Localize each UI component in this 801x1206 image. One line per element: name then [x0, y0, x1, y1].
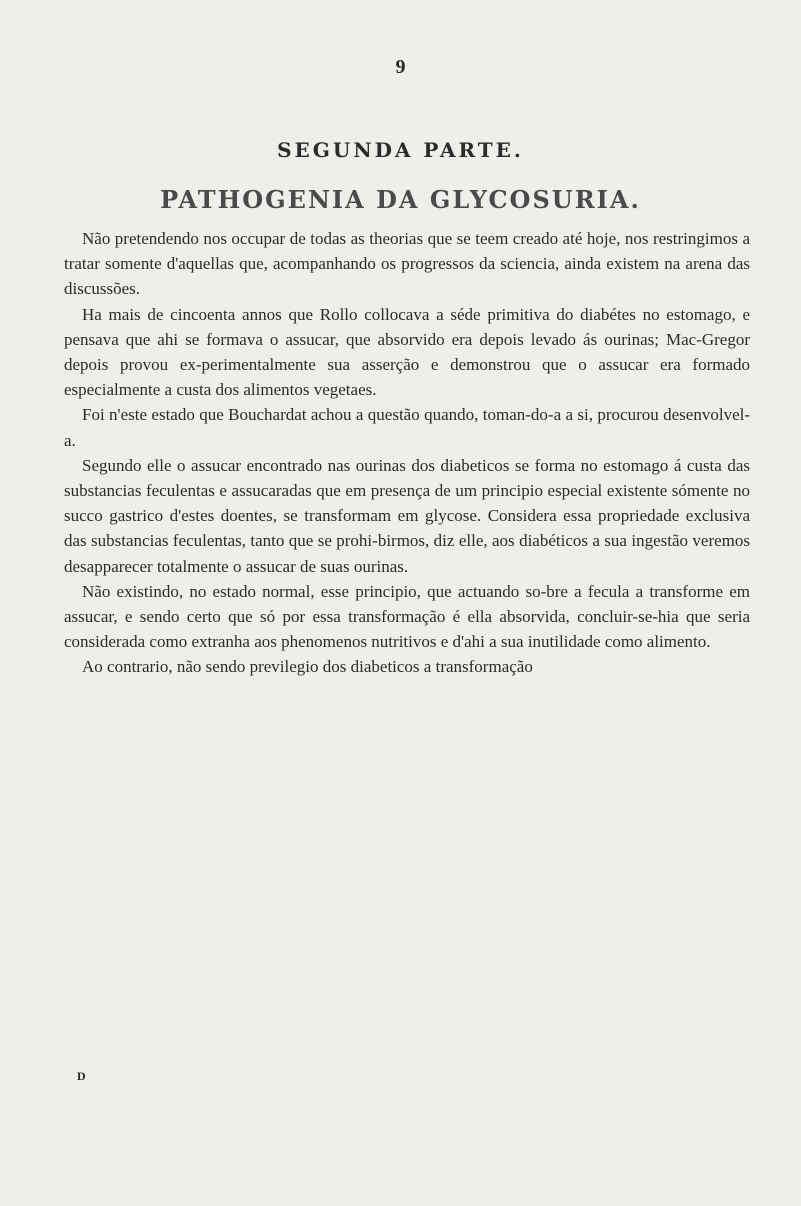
paragraph: Não existindo, no estado normal, esse principio, que actuando so-bre a fecula a transforme em assucar, e sendo certo que só por essa transformação é ella absorvida, concluir-se-hia que seria considerada como extranha aos phenomenos nutritivos e d'ahi a sua inutilidade como alimento.: [64, 581, 750, 652]
paragraph: Segundo elle o assucar encontrado nas ourinas dos diabeticos se forma no estomago á custa das substancias feculentas e assucaradas que em presença de um principio especial existente sómente no succo gastrico d'estes doentes, se transformam em glycose. Considera essa propriedade exclusiva das substancias feculentas, tanto que se prohi-birmos, diz elle, aos diabéticos a sua ingestão veremos desapparecer totalmente o assucar de suas ourinas.: [64, 455, 750, 576]
page-number: 9: [395, 56, 406, 78]
body-text: [64, 226, 750, 680]
paragraph: Foi n'este estado que Bouchardat achou a questão quando, toman-do-a a si, procurou desenvolvel-a.: [64, 405, 750, 450]
paragraph: Não pretendendo nos occupar de todas as theorias que se teem creado até hoje, nos restringimos a tratar somente d'aquellas que, acompanhando os progressos da sciencia, ainda existem na arena das discussões.: [64, 229, 750, 299]
part-heading: SEGUNDA PARTE.: [277, 138, 524, 162]
catchword: D: [77, 1069, 86, 1083]
section-title: PATHOGENIA DA GLYCOSURIA.: [160, 185, 641, 214]
paragraph: Ao contrario, não sendo previlegio dos diabeticos a transformação: [82, 657, 533, 677]
paragraph: Ha mais de cincoenta annos que Rollo collocava a séde primitiva do diabétes no estomago, e pensava que ahi se formava o assucar, que absorvido era depois levado ás ourinas; Mac-Gregor depois provou ex-perimentalmente sua asserção e demonstrou que o assucar era formado especialmente a custa dos alimentos vegetaes.: [64, 304, 750, 400]
